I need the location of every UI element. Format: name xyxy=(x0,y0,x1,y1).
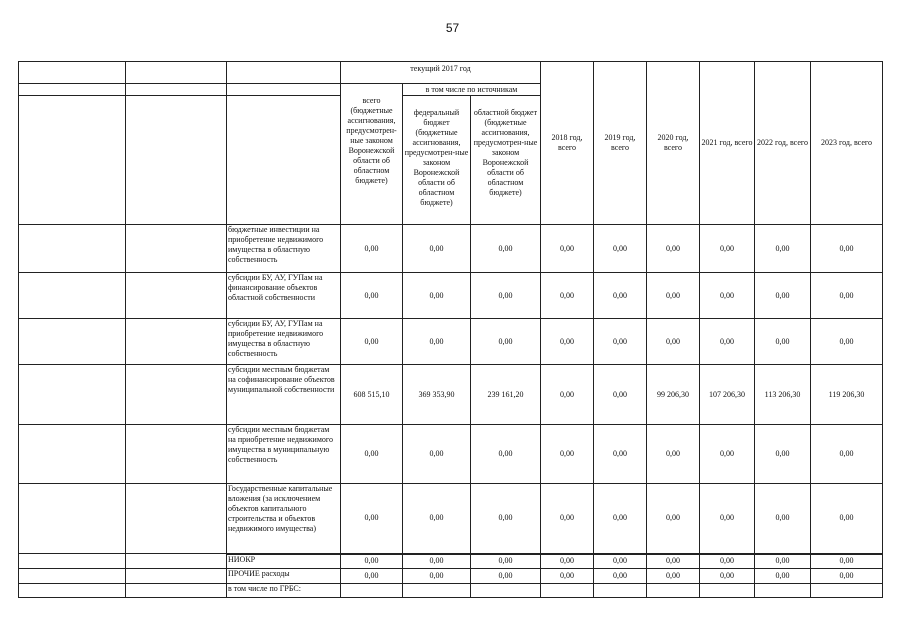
cell-2021: 0,00 xyxy=(700,425,755,484)
cell-regional: 0,00 xyxy=(471,425,541,484)
cell-2018 xyxy=(541,584,594,598)
cell-2021: 0,00 xyxy=(700,319,755,365)
header-2020: 2020 год, всего xyxy=(647,62,700,225)
cell-federal: 369 353,90 xyxy=(403,365,471,425)
cell-2019: 0,00 xyxy=(594,484,647,554)
cell-total: 608 515,10 xyxy=(341,365,403,425)
cell-2018: 0,00 xyxy=(541,569,594,584)
table-row xyxy=(19,319,883,365)
cell-regional: 0,00 xyxy=(471,319,541,365)
cell-federal: 0,00 xyxy=(403,554,471,569)
cell-2022 xyxy=(755,584,811,598)
page-number: 57 xyxy=(445,21,460,35)
cell-2023: 0,00 xyxy=(811,554,883,569)
cell-2023: 0,00 xyxy=(811,425,883,484)
cell-2023: 0,00 xyxy=(811,484,883,554)
cell-regional: 239 161,20 xyxy=(471,365,541,425)
table-row xyxy=(19,484,883,554)
header-federal: федеральный бюджет (бюджетные ассигнования, предусмотрен-ные законом Воронежской области об областном бюджете) xyxy=(403,96,471,225)
cell-2023: 0,00 xyxy=(811,569,883,584)
cell-2022: 0,00 xyxy=(755,569,811,584)
cell-total: 0,00 xyxy=(341,569,403,584)
cell-2019: 0,00 xyxy=(594,569,647,584)
cell-2019: 0,00 xyxy=(594,365,647,425)
cell-federal: 0,00 xyxy=(403,425,471,484)
header-2022: 2022 год, всего xyxy=(755,62,811,225)
table-row xyxy=(19,584,883,598)
row-label: Государственные капитальные вложения (за исключением объектов капитального строительства и объектов недвижимого имущества) xyxy=(227,484,341,554)
cell-2021 xyxy=(700,584,755,598)
header-2018: 2018 год, всего xyxy=(541,62,594,225)
cell-2019: 0,00 xyxy=(594,425,647,484)
cell-2021: 0,00 xyxy=(700,225,755,273)
cell-2022: 0,00 xyxy=(755,225,811,273)
cell-2023: 0,00 xyxy=(811,273,883,319)
cell-2018: 0,00 xyxy=(541,554,594,569)
cell-regional xyxy=(471,584,541,598)
cell-federal: 0,00 xyxy=(403,569,471,584)
cell-2020: 0,00 xyxy=(647,554,700,569)
cell-federal: 0,00 xyxy=(403,225,471,273)
cell-total: 0,00 xyxy=(341,273,403,319)
cell-2022: 0,00 xyxy=(755,319,811,365)
cell-regional: 0,00 xyxy=(471,273,541,319)
header-2023: 2023 год, всего xyxy=(811,62,883,225)
table-row xyxy=(19,569,883,584)
cell-2021: 0,00 xyxy=(700,569,755,584)
cell-2019: 0,00 xyxy=(594,225,647,273)
cell-2021: 107 206,30 xyxy=(700,365,755,425)
cell-2019: 0,00 xyxy=(594,319,647,365)
cell-2020: 0,00 xyxy=(647,425,700,484)
row-label: НИОКР xyxy=(227,554,341,569)
table-row xyxy=(19,225,883,273)
cell-2022: 0,00 xyxy=(755,484,811,554)
cell-2023: 0,00 xyxy=(811,319,883,365)
table-row xyxy=(19,273,883,319)
cell-2022: 0,00 xyxy=(755,554,811,569)
row-label: в том числе по ГРБС: xyxy=(227,584,341,598)
table-row xyxy=(19,365,883,425)
cell-regional: 0,00 xyxy=(471,484,541,554)
row-label: субсидии местным бюджетам на приобретение недвижимого имущества в муниципальную собственность xyxy=(227,425,341,484)
header-2019: 2019 год, всего xyxy=(594,62,647,225)
cell-2020: 0,00 xyxy=(647,569,700,584)
row-label: субсидии БУ, АУ, ГУПам на приобретение недвижимого имущества в областную собственность xyxy=(227,319,341,365)
cell-total: 0,00 xyxy=(341,319,403,365)
cell-2022: 0,00 xyxy=(755,273,811,319)
cell-regional: 0,00 xyxy=(471,569,541,584)
header-regional: областной бюджет (бюджетные ассигнования, предусмотрен-ные законом Воронежской области об областном бюджете) xyxy=(471,96,541,225)
header-total: всего (бюджетные ассигнования, предусмотрен-ные законом Воронежской области об областном бюджете) xyxy=(341,84,403,225)
header-current-year: текущий 2017 год xyxy=(341,62,541,84)
cell-2021: 0,00 xyxy=(700,554,755,569)
cell-2018: 0,00 xyxy=(541,273,594,319)
budget-table xyxy=(18,61,883,598)
cell-total: 0,00 xyxy=(341,225,403,273)
cell-total: 0,00 xyxy=(341,554,403,569)
row-label: субсидии местным бюджетам на софинансирование объектов муниципальной собственности xyxy=(227,365,341,425)
row-label: бюджетные инвестиции на приобретение недвижимого имущества в областную собственность xyxy=(227,225,341,273)
cell-regional: 0,00 xyxy=(471,225,541,273)
cell-2021: 0,00 xyxy=(700,484,755,554)
cell-total: 0,00 xyxy=(341,425,403,484)
cell-2022: 113 206,30 xyxy=(755,365,811,425)
cell-2020: 0,00 xyxy=(647,484,700,554)
cell-federal: 0,00 xyxy=(403,273,471,319)
cell-federal: 0,00 xyxy=(403,484,471,554)
table-row xyxy=(19,554,883,569)
cell-2018: 0,00 xyxy=(541,365,594,425)
cell-federal xyxy=(403,584,471,598)
cell-2020 xyxy=(647,584,700,598)
cell-2023: 119 206,30 xyxy=(811,365,883,425)
cell-2020: 0,00 xyxy=(647,273,700,319)
cell-regional: 0,00 xyxy=(471,554,541,569)
header-by-source: в том числе по источникам xyxy=(403,84,541,96)
cell-2019: 0,00 xyxy=(594,554,647,569)
cell-2019 xyxy=(594,584,647,598)
cell-2018: 0,00 xyxy=(541,319,594,365)
cell-total xyxy=(341,584,403,598)
cell-2018: 0,00 xyxy=(541,225,594,273)
cell-2018: 0,00 xyxy=(541,425,594,484)
header-2021: 2021 год, всего xyxy=(700,62,755,225)
cell-2019: 0,00 xyxy=(594,273,647,319)
cell-2020: 0,00 xyxy=(647,225,700,273)
cell-2023: 0,00 xyxy=(811,225,883,273)
cell-2018: 0,00 xyxy=(541,484,594,554)
header-row-1 xyxy=(19,62,883,84)
cell-2020: 0,00 xyxy=(647,319,700,365)
cell-2023 xyxy=(811,584,883,598)
cell-2021: 0,00 xyxy=(700,273,755,319)
cell-total: 0,00 xyxy=(341,484,403,554)
table-row xyxy=(19,425,883,484)
row-label: ПРОЧИЕ расходы xyxy=(227,569,341,584)
cell-federal: 0,00 xyxy=(403,319,471,365)
row-label: субсидии БУ, АУ, ГУПам на финансирование объектов областной собственности xyxy=(227,273,341,319)
cell-2022: 0,00 xyxy=(755,425,811,484)
cell-2020: 99 206,30 xyxy=(647,365,700,425)
